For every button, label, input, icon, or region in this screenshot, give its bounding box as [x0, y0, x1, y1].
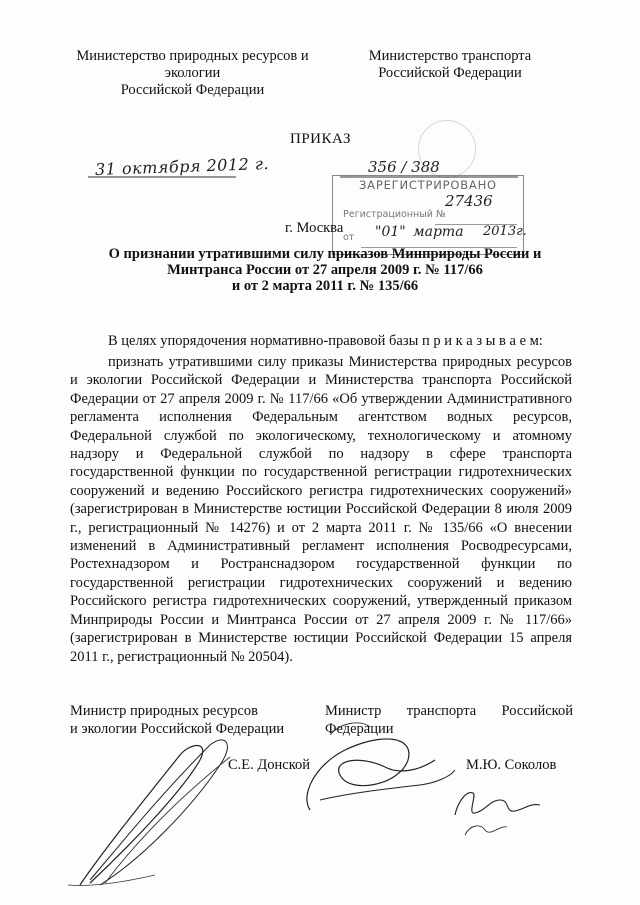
signer-left-position-1: Министр природных ресурсов	[70, 703, 258, 719]
city: г. Москва	[285, 220, 344, 236]
ministry-right-line-1: Министерство транспорта	[368, 48, 532, 64]
ministry-left-line-3: Российской Федерации	[120, 82, 265, 98]
signature-block-left	[70, 702, 310, 738]
date-underline	[88, 174, 238, 180]
ministry-left-header	[60, 48, 325, 99]
signer-right-name: М.Ю. Соколов	[466, 757, 557, 773]
signature-left-drawing	[60, 735, 250, 895]
signer-right-position-2: Федерации	[325, 721, 394, 737]
stamp-reg-number: 27436	[445, 192, 493, 210]
signature-right-drawing	[290, 715, 460, 825]
signer-right-word-3: Российской	[501, 703, 573, 719]
signer-left-position-2: и экологии Российской Федерации	[70, 721, 285, 737]
stamp-reg-label: Регистрационный №	[343, 209, 446, 220]
body-intro: В целях упорядочения нормативно-правовой базы п р и к а з ы в а е м:	[108, 333, 543, 349]
stamp-date-prefix: от	[343, 232, 355, 243]
registration-stamp	[332, 175, 527, 255]
signer-left-name: С.Е. Донской	[228, 757, 311, 773]
ministry-left-line-1: Министерство природных ресурсов и	[76, 48, 309, 64]
stamp-year: 2013г.	[483, 224, 527, 239]
stamp-day: "01"	[375, 224, 406, 240]
stamp-month: марта	[413, 224, 464, 240]
ministry-right-line-2: Российской Федерации	[378, 65, 522, 81]
approval-initials-drawing	[445, 785, 545, 840]
ministry-right-header	[345, 48, 555, 82]
heading-line-2: Минтранса России от 27 апреля 2009 г. № 117/66	[167, 262, 483, 278]
body-paragraph: признать утратившими силу приказы Министерства природных ресурсов и экологии Российской Федерации и Министерства транспорта Российской Федерации от 27 апреля 2009 г. № 117/66 «Об утверждении Административного регламента исполнения Федеральным агентством водных ресурсов, Федеральной службой по экологическому, технологическому и атомному надзору и Федеральной службой по надзору в сфере транспорта государственной функции по государственной регистрации гидротехнических сооружений и ведению Российского регистра гидротехнических сооружений» (зарегистрирован в Министерстве юстиции Российской Федерации 8 июля 2009 г., регистрационный № 14276) и от 2 марта 2011 г. № 135/66 «О внесении изменений в Административный регламент исполнения Росводресурсами, Ростехнадзором и Ространснадзором государственной функции по государственной регистрации гидротехнических сооружений и ведению Российского регистра гидротехнических сооружений, утвержденный приказом Минприроды России и Минтранса России от 27 апреля 2009 г. № 117/66» (зарегистрирован в Министерстве юстиции Российской Федерации 15 апреля 2011 г., регистрационный № 20504).	[70, 354, 572, 665]
handwritten-date: 31 октября 2012 г.	[94, 153, 270, 180]
handwritten-order-number: 356 / 388	[368, 158, 440, 176]
order-heading	[85, 246, 565, 294]
heading-line-3: и от 2 марта 2011 г. № 135/66	[231, 278, 419, 294]
order-title: ПРИКАЗ	[290, 131, 351, 147]
signer-right-word-1: Министр	[325, 703, 382, 719]
signer-right-word-2: транспорта	[406, 703, 477, 719]
ministry-left-line-2: экологии	[164, 65, 221, 81]
stamp-title: ЗАРЕГИСТРИРОВАНО	[359, 178, 497, 192]
heading-line-1: О признании утратившими силу приказов Минприроды России и	[108, 246, 542, 262]
